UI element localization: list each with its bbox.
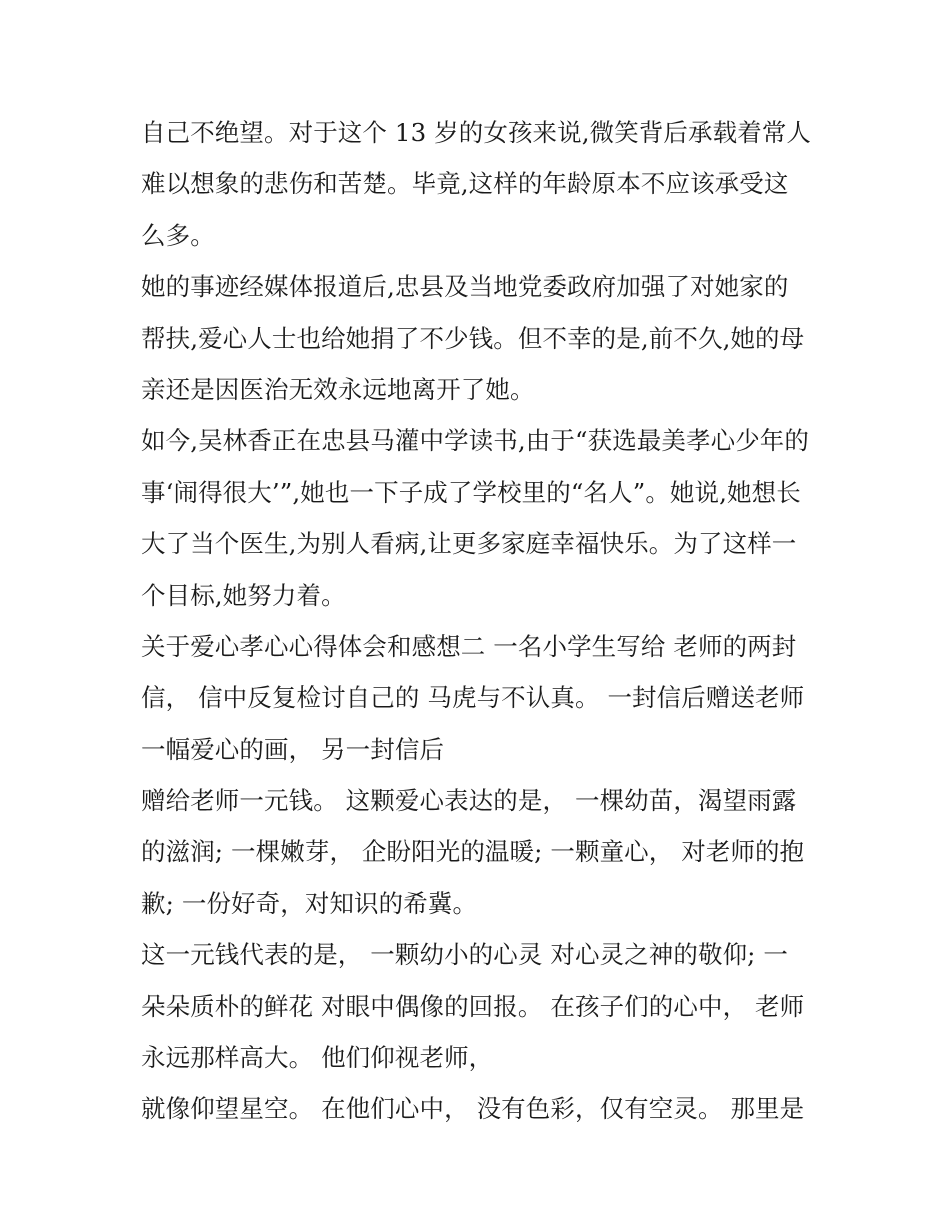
- text-line: 事‘闹得很大’”,她也一下子成了学校里的“名人”。她说,她想长: [141, 477, 801, 507]
- document-body: [141, 107, 821, 1135]
- text-line: 关于爱心孝心心得体会和感想二 一名小学生写给 老师的两封: [141, 631, 797, 661]
- text-line: 永远那样高大。 他们仰视老师，: [141, 1043, 494, 1073]
- text-line: 个目标,她努力着。: [141, 580, 346, 610]
- text-line: 么多。: [141, 220, 215, 250]
- text-line: 她的事迹经媒体报道后,忠县及当地党委政府加强了对她家的: [141, 272, 789, 302]
- text-line: 就像仰望星空。 在他们心中， 没有色彩，仅有空灵。 那里是: [141, 1094, 805, 1124]
- text-line: 亲还是因医治无效永远地离开了她。: [141, 374, 535, 404]
- text-line: 自己不绝望。对于这个 13 岁的女孩来说,微笑背后承载着常人: [141, 118, 812, 147]
- text-line: 的滋润; 一棵嫩芽， 企盼阳光的温暖; 一颗童心， 对老师的抱: [141, 837, 805, 867]
- text-line: 这一元钱代表的是， 一颗幼小的心灵 对心灵之神的敬仰; 一: [141, 940, 789, 970]
- text-line: 歉; 一份好奇，对知识的希冀。: [141, 888, 478, 918]
- text-line: 大了当个医生,为别人看病,让更多家庭幸福快乐。为了这样一: [141, 529, 797, 559]
- text-line: 信， 信中反复检讨自己的 马虎与不认真。 一封信后赠送老师: [141, 683, 805, 713]
- text-line: 一幅爱心的画， 另一封信后: [141, 734, 445, 764]
- text-line: 如今,吴林香正在忠县马灌中学读书,由于“获选最美孝心少年的: [141, 426, 809, 456]
- text-line: 难以想象的悲伤和苦楚。毕竟,这样的年龄原本不应该承受这: [141, 169, 789, 199]
- text-line: 赠给老师一元钱。 这颗爱心表达的是， 一棵幼苗，渴望雨露: [141, 786, 797, 816]
- text-line: 帮扶,爱心人士也给她捐了不少钱。但不幸的是,前不久,她的母: [141, 323, 805, 353]
- text-line: 朵朵质朴的鲜花 对眼中偶像的回报。 在孩子们的心中， 老师: [141, 991, 805, 1021]
